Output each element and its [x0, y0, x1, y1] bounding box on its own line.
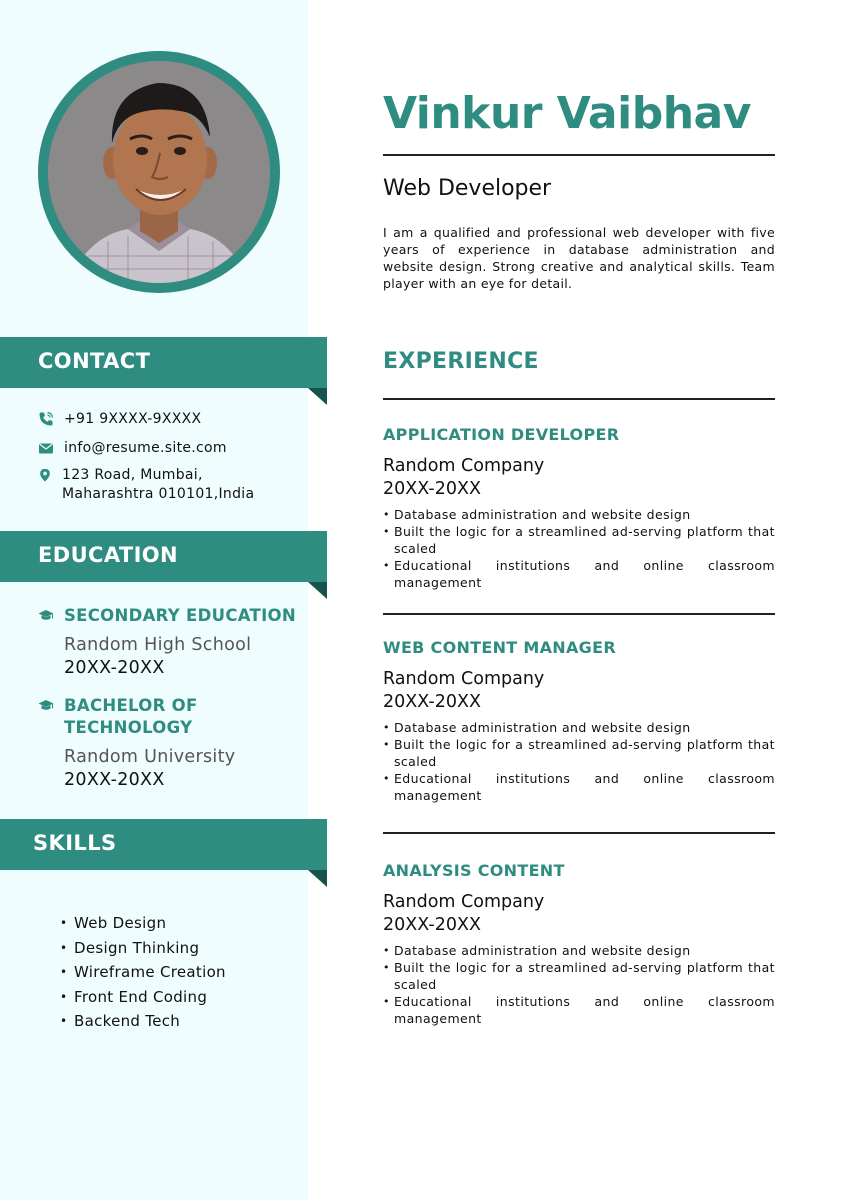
job-bullet: • Educational institutions and online classroom management	[383, 770, 775, 804]
contact-banner	[0, 337, 327, 388]
job-years: 20XX-20XX	[383, 692, 481, 712]
graduation-cap-icon	[38, 609, 54, 623]
contact-heading: CONTACT	[38, 349, 151, 373]
job-company: Random Company	[383, 669, 545, 689]
mail-icon	[38, 440, 54, 456]
job-bullets	[383, 506, 775, 591]
job-bullet: • Database administration and website design	[383, 719, 775, 736]
skill-item: • Backend Tech	[60, 1009, 226, 1034]
job-bullets	[383, 719, 775, 804]
education-heading: EDUCATION	[38, 543, 179, 567]
skills-heading: SKILLS	[33, 831, 117, 855]
experience-heading: EXPERIENCE	[383, 349, 539, 374]
job-title: APPLICATION DEVELOPER	[383, 425, 620, 444]
job-years: 20XX-20XX	[383, 479, 481, 499]
job-bullet: • Database administration and website design	[383, 506, 775, 523]
location-pin-icon	[38, 467, 52, 483]
skill-item: • Wireframe Creation	[60, 960, 226, 985]
phone-icon	[38, 411, 54, 427]
profile-summary: I am a qualified and professional web developer with five years of experience in database administration and website design. Strong creative and analytical skills. Team player with an eye for detail.	[383, 225, 775, 291]
contact-phone	[38, 410, 201, 429]
address-line-2: Maharashtra 010101,India	[62, 486, 255, 502]
divider	[383, 613, 775, 615]
address-text	[62, 466, 282, 504]
job-bullet: • Built the logic for a streamlined ad-serving platform that scaled	[383, 959, 775, 993]
job-company: Random Company	[383, 892, 545, 912]
profile-photo	[48, 61, 270, 283]
contact-email	[38, 439, 227, 458]
education-banner	[0, 531, 327, 582]
experience-item	[383, 425, 775, 591]
job-title: WEB CONTENT MANAGER	[383, 638, 616, 657]
education-school: Random High School	[64, 635, 252, 655]
education-title: SECONDARY EDUCATION	[64, 606, 296, 625]
job-bullet: • Database administration and website design	[383, 942, 775, 959]
email-text: info@resume.site.com	[64, 440, 227, 456]
experience-item	[383, 861, 775, 1027]
skills-banner	[0, 819, 327, 870]
divider	[383, 832, 775, 834]
job-years: 20XX-20XX	[383, 915, 481, 935]
contact-address	[38, 466, 282, 504]
job-bullet: • Built the logic for a streamlined ad-serving platform that scaled	[383, 523, 775, 557]
skills-list	[60, 911, 226, 1034]
education-years: 20XX-20XX	[64, 658, 165, 678]
job-bullet: • Built the logic for a streamlined ad-serving platform that scaled	[383, 736, 775, 770]
divider	[383, 398, 775, 400]
banner-fold	[308, 582, 327, 599]
divider	[383, 154, 775, 156]
job-bullet: • Educational institutions and online classroom management	[383, 557, 775, 591]
job-company: Random Company	[383, 456, 545, 476]
profile-photo-frame	[38, 51, 280, 293]
experience-item	[383, 638, 775, 804]
education-years: 20XX-20XX	[64, 770, 165, 790]
skill-item: • Front End Coding	[60, 985, 226, 1010]
skill-item: • Design Thinking	[60, 936, 226, 961]
banner-fold	[308, 870, 327, 887]
candidate-role: Web Developer	[383, 176, 552, 201]
education-school: Random University	[64, 747, 236, 767]
job-title: ANALYSIS CONTENT	[383, 861, 565, 880]
address-line-1: 123 Road, Mumbai,	[62, 467, 203, 483]
education-item	[38, 605, 298, 680]
education-item	[38, 695, 298, 792]
graduation-cap-icon	[38, 699, 54, 713]
phone-text: +91 9XXXX-9XXXX	[64, 411, 202, 427]
job-bullets	[383, 942, 775, 1027]
skill-item: • Web Design	[60, 911, 226, 936]
candidate-name: Vinkur Vaibhav	[383, 88, 751, 139]
banner-fold	[308, 388, 327, 405]
education-title: BACHELOR OF TECHNOLOGY	[64, 696, 198, 737]
job-bullet: • Educational institutions and online classroom management	[383, 993, 775, 1027]
